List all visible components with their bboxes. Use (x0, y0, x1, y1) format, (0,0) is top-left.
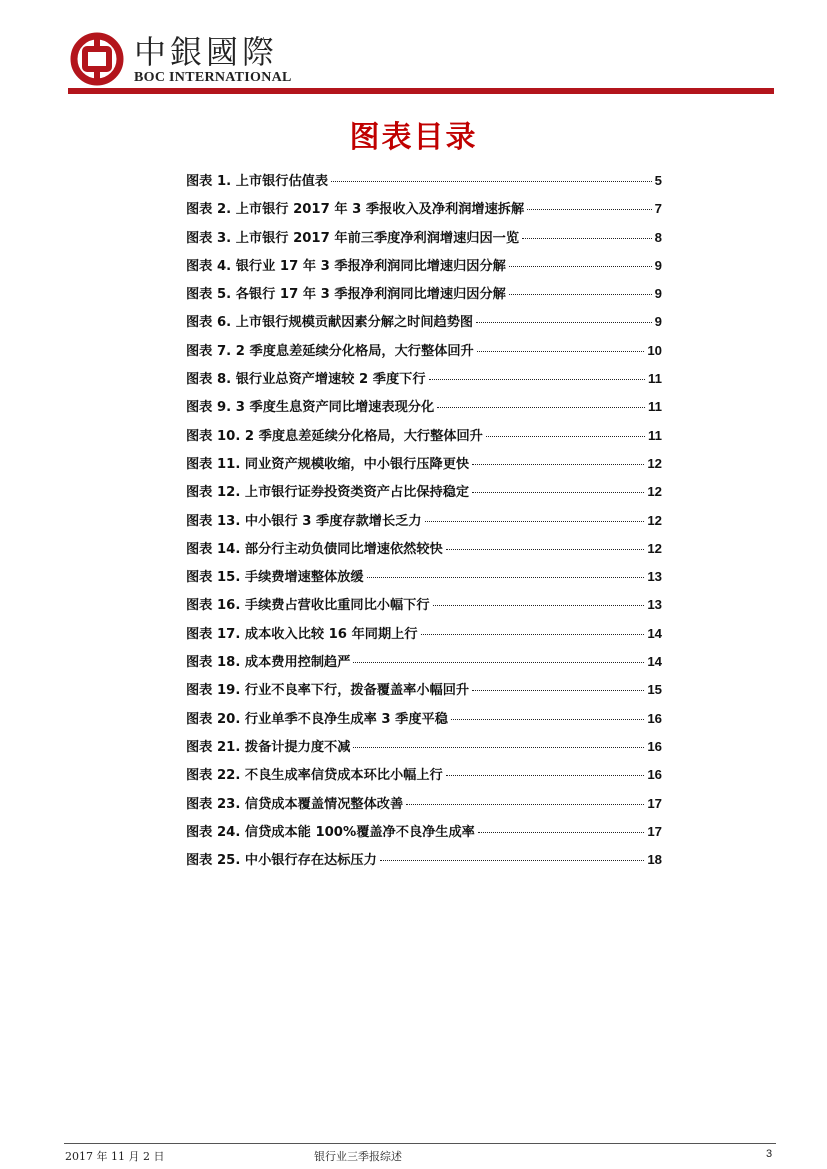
toc-entry[interactable] (186, 623, 662, 651)
toc-leader-dots (406, 804, 644, 805)
toc-entry[interactable] (186, 651, 662, 679)
toc-leader-dots (522, 238, 652, 239)
toc-entry-label: 图表 9. 3 季度生息资产同比增速表现分化 (186, 400, 435, 416)
toc-entry-page: 8 (654, 229, 662, 245)
toc-entry-page: 10 (647, 342, 662, 358)
toc-entry-label: 图表 21. 拨备计提力度不减 (186, 739, 351, 755)
toc-entry-label: 图表 19. 行业不良率下行，拨备覆盖率小幅回升 (186, 683, 470, 699)
toc-entry-page: 16 (647, 710, 662, 726)
toc-leader-dots (429, 379, 646, 380)
toc-entry[interactable] (186, 227, 662, 255)
toc-entry[interactable] (186, 764, 662, 792)
toc-entry-label: 图表 25. 中小银行存在达标压力 (186, 853, 377, 869)
toc-entry-page: 9 (654, 257, 662, 273)
toc-entry-label: 图表 4. 银行业 17 年 3 季报净利润同比增速归因分解 (186, 258, 506, 274)
toc-entry-page: 11 (648, 371, 662, 387)
toc-entry[interactable] (186, 594, 662, 622)
toc-entry-label: 图表 16. 手续费占营收比重同比小幅下行 (186, 598, 430, 614)
toc-leader-dots (486, 436, 645, 437)
toc-entry-label: 图表 24. 信贷成本能 100%覆盖净不良净生成率 (186, 824, 475, 840)
toc-leader-dots (425, 521, 645, 522)
toc-entry-page: 11 (648, 427, 662, 443)
toc-entry-page: 9 (654, 314, 662, 330)
toc-entry[interactable] (186, 821, 662, 849)
toc-entry-page: 7 (654, 201, 662, 217)
toc-entry[interactable] (186, 538, 662, 566)
toc-leader-dots (331, 181, 652, 182)
toc-entry-label: 图表 13. 中小银行 3 季度存款增长乏力 (186, 513, 422, 529)
logo-chinese-name: 中銀國際 (134, 33, 279, 71)
toc-leader-dots (476, 322, 652, 323)
toc-entry[interactable] (186, 255, 662, 283)
toc-leader-dots (509, 266, 652, 267)
toc-entry-page: 13 (647, 597, 662, 613)
toc-entry-label: 图表 5. 各银行 17 年 3 季报净利润同比增速归因分解 (186, 287, 506, 303)
toc-entry[interactable] (186, 368, 662, 396)
toc-leader-dots (446, 775, 645, 776)
toc-entry[interactable] (186, 198, 662, 226)
toc-leader-dots (527, 209, 651, 210)
toc-leader-dots (477, 351, 645, 352)
header-divider (68, 88, 774, 94)
toc-entry-page: 18 (647, 852, 662, 868)
toc-entry-label: 图表 14. 部分行主动负债同比增速依然较快 (186, 541, 443, 557)
toc-entry[interactable] (186, 283, 662, 311)
toc-entry[interactable] (186, 453, 662, 481)
toc-entry-label: 图表 23. 信贷成本覆盖情况整体改善 (186, 796, 404, 812)
toc-entry-label: 图表 1. 上市银行估值表 (186, 174, 329, 189)
toc-entry-page: 9 (654, 286, 662, 302)
toc-entry[interactable] (186, 679, 662, 707)
toc-entry-label: 图表 22. 不良生成率信贷成本环比小幅上行 (186, 768, 443, 784)
boc-international-logo (70, 32, 310, 92)
footer-doc-title: 银行业三季报综述 (314, 1150, 402, 1163)
toc-entry-label: 图表 10. 2 季度息差延续分化格局，大行整体回升 (186, 428, 483, 444)
toc-entry-label: 图表 3. 上市银行 2017 年前三季度净利润增速归因一览 (186, 230, 520, 246)
toc-leader-dots (367, 577, 645, 578)
toc-leader-dots (472, 690, 644, 691)
toc-entry[interactable] (186, 566, 662, 594)
toc-entry-label: 图表 7. 2 季度息差延续分化格局，大行整体回升 (186, 343, 474, 359)
toc-leader-dots (509, 294, 652, 295)
toc-entry[interactable] (186, 736, 662, 764)
toc-leader-dots (433, 605, 645, 606)
toc-entry[interactable] (186, 849, 662, 877)
toc-entry-page: 16 (647, 738, 662, 754)
toc-entry[interactable] (186, 708, 662, 736)
toc-entry[interactable] (186, 396, 662, 424)
boc-logo-icon (70, 32, 124, 86)
toc-entry[interactable] (186, 510, 662, 538)
toc-entry-label: 图表 20. 行业单季不良净生成率 3 季度平稳 (186, 711, 448, 727)
toc-leader-dots (437, 407, 645, 408)
toc-leader-dots (472, 492, 644, 493)
toc-leader-dots (446, 549, 645, 550)
footer-date: 2017 年 11 月 2 日 (65, 1150, 165, 1163)
toc-entry-page: 15 (647, 682, 662, 698)
toc-entry-page: 17 (647, 823, 662, 839)
toc-entry-page: 14 (647, 625, 662, 641)
toc-entry-page: 12 (647, 484, 662, 500)
toc-entry[interactable] (186, 481, 662, 509)
toc-entry-page: 12 (647, 455, 662, 471)
toc-entry-label: 图表 2. 上市银行 2017 年 3 季报收入及净利润增速拆解 (186, 202, 525, 218)
toc-entry-label: 图表 8. 银行业总资产增速较 2 季度下行 (186, 372, 426, 388)
toc-entry-label: 图表 18. 成本费用控制趋严 (186, 655, 351, 671)
toc-entry[interactable] (186, 340, 662, 368)
toc-entry-page: 14 (647, 654, 662, 670)
toc-entry-page: 17 (647, 795, 662, 811)
toc-leader-dots (353, 747, 644, 748)
toc-leader-dots (451, 719, 644, 720)
toc-leader-dots (380, 860, 645, 861)
footer-page-number: 3 (766, 1148, 773, 1160)
toc-entry[interactable] (186, 311, 662, 339)
toc-entry-page: 5 (654, 173, 662, 188)
toc-entry-page: 12 (647, 512, 662, 528)
toc-entry[interactable] (186, 425, 662, 453)
toc-leader-dots (353, 662, 644, 663)
toc-entry-page: 13 (647, 569, 662, 585)
page-title: 图表目录 (349, 120, 478, 155)
toc-entry-page: 16 (647, 767, 662, 783)
toc-leader-dots (478, 832, 644, 833)
figure-list (186, 170, 662, 877)
toc-leader-dots (472, 464, 644, 465)
toc-entry-page: 12 (647, 540, 662, 556)
footer-divider (64, 1143, 776, 1144)
toc-entry-page: 11 (648, 399, 662, 415)
toc-entry-label: 图表 12. 上市银行证券投资类资产占比保持稳定 (186, 485, 470, 501)
logo-english-name: BOC INTERNATIONAL (134, 70, 292, 85)
toc-entry-label: 图表 17. 成本收入比较 16 年同期上行 (186, 626, 418, 642)
toc-entry[interactable] (186, 170, 662, 198)
toc-leader-dots (421, 634, 645, 635)
toc-entry-label: 图表 6. 上市银行规模贡献因素分解之时间趋势图 (186, 315, 474, 331)
toc-entry[interactable] (186, 793, 662, 821)
toc-entry-label: 图表 11. 同业资产规模收缩，中小银行压降更快 (186, 456, 470, 472)
toc-entry-label: 图表 15. 手续费增速整体放缓 (186, 570, 364, 586)
